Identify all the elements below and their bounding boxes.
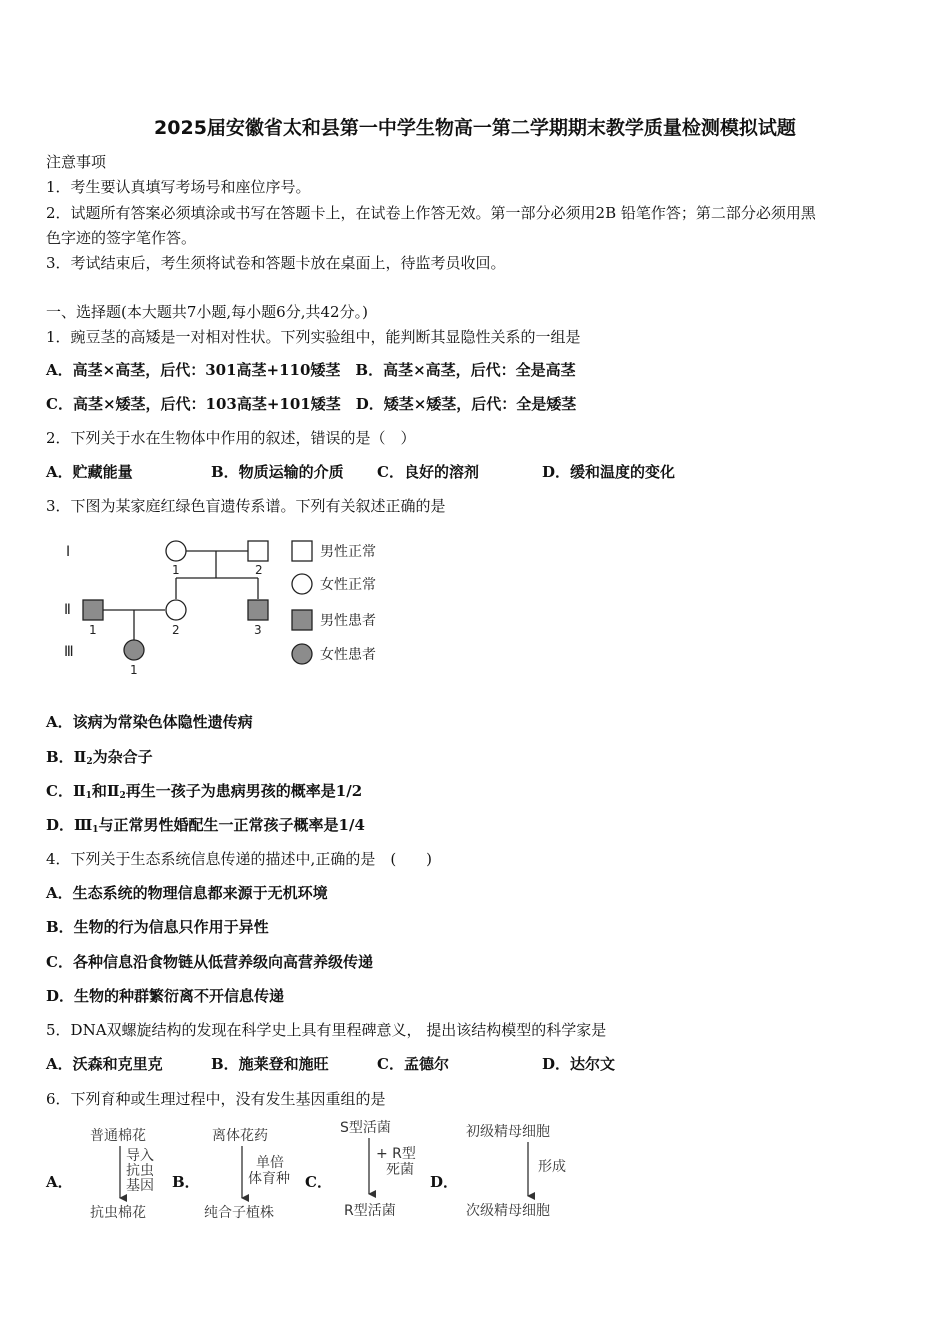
question-2-option-d: D．缓和温度的变化: [542, 463, 676, 481]
individual-number: 1: [89, 623, 97, 637]
diagram-d-arrow-label: 形成: [538, 1159, 566, 1175]
question-6-stem: 6．下列育种或生理过程中，没有发生基因重组的是: [46, 1090, 386, 1108]
question-5-option-b: B．施莱登和施旺: [211, 1055, 329, 1073]
diagram-a-arrow-label: 抗虫: [126, 1163, 154, 1179]
generation-label: Ⅰ: [66, 544, 71, 560]
individual-number: 3: [254, 623, 262, 637]
diagram-b-arrow-label: 单倍: [256, 1155, 284, 1171]
diagram-a-arrow-label: 基因: [126, 1178, 154, 1194]
question-2-stem: 2．下列关于水在生物体中作用的叙述，错误的是（ ）: [46, 429, 416, 447]
question-2-option-a: A．贮藏能量: [46, 463, 133, 481]
question-3-stem: 3．下图为某家庭红绿色盲遗传系谱。下列有关叙述正确的是: [46, 497, 446, 515]
question-5-option-a: A．沃森和克里克: [46, 1055, 163, 1073]
female-normal-symbol: [166, 541, 186, 561]
male-affected-symbol: [83, 600, 103, 620]
pedigree-chart: [60, 530, 400, 680]
generation-label: Ⅱ: [64, 602, 71, 618]
diagram-d-top: 初级精母细胞: [466, 1124, 550, 1140]
question-1-options-ab: A．高茎×高茎，后代：301高茎+110矮茎 B．高茎×高茎，后代：全是高茎: [46, 361, 576, 379]
notice-item: 2．试题所有答案必须填涂或书写在答题卡上，在试卷上作答无效。第一部分必须用2B 铅笔作答；第二部分必须用黑: [46, 204, 816, 222]
question-6-option-b-label: B．: [172, 1173, 200, 1191]
notice-item: 色字迹的签字笔作答。: [46, 229, 197, 247]
legend-label: 男性正常: [320, 544, 376, 560]
male-normal-symbol: [248, 541, 268, 561]
diagram-c-arrow-label: + R型: [376, 1146, 416, 1162]
question-6-option-a-label: A．: [46, 1173, 73, 1191]
diagram-b-top: 离体花药: [212, 1128, 268, 1144]
question-3-option-d: D．$Ⅲ_1$与正常男性婚配生一正常孩子概率是1/4: [46, 816, 365, 835]
question-2-option-c: C．良好的溶剂: [377, 463, 479, 481]
legend-male-normal-symbol: [292, 541, 312, 561]
female-normal-symbol: [166, 600, 186, 620]
individual-number: 1: [130, 663, 138, 677]
question-2-option-b: B．物质运输的介质: [211, 463, 344, 481]
legend-female-normal-symbol: [292, 574, 312, 594]
page-title: 2025届安徽省太和县第一中学生物高一第二学期期末教学质量检测模拟试题: [154, 117, 796, 139]
notice-heading: 注意事项: [46, 153, 107, 171]
question-3-option-b: B．$Ⅱ_2$为杂合子: [46, 748, 153, 767]
question-6-option-d-label: D．: [430, 1173, 459, 1191]
legend-label: 男性患者: [320, 613, 376, 629]
diagram-a-arrow-label: 导入: [126, 1148, 154, 1164]
individual-number: 2: [172, 623, 180, 637]
legend-male-affected-symbol: [292, 610, 312, 630]
female-affected-symbol: [124, 640, 144, 660]
question-4-option-a: A．生态系统的物理信息都来源于无机环境: [46, 884, 328, 902]
question-4-option-c: C．各种信息沿食物链从低营养级向高营养级传递: [46, 953, 373, 971]
question-3-option-c: C．$Ⅱ_1$和$Ⅱ_2$再生一孩子为患病男孩的概率是1/2: [46, 782, 363, 801]
individual-number: 1: [172, 563, 180, 577]
question-6-diagrams: [80, 1116, 590, 1228]
section-heading: 一、选择题(本大题共7小题,每小题6分,共42分。): [46, 303, 368, 321]
diagram-d-bottom: 次级精母细胞: [466, 1203, 550, 1219]
diagram-b-arrow-label: 体育种: [248, 1171, 290, 1187]
question-1-stem: 1．豌豆茎的高矮是一对相对性状。下列实验组中，能判断其显隐性关系的一组是: [46, 328, 581, 346]
male-affected-symbol: [248, 600, 268, 620]
question-4-option-d: D．生物的种群繁衍离不开信息传递: [46, 987, 285, 1005]
question-1-options-cd: C．高茎×矮茎，后代：103高茎+101矮茎 D．矮茎×矮茎，后代：全是矮茎: [46, 395, 577, 413]
generation-label: Ⅲ: [64, 644, 74, 660]
diagram-c-top: S型活菌: [340, 1120, 391, 1136]
notice-item: 3．考试结束后，考生须将试卷和答题卡放在桌面上，待监考员收回。: [46, 254, 506, 272]
question-4-stem: 4．下列关于生态系统信息传递的描述中,正确的是 ( ): [46, 850, 433, 868]
diagram-b-bottom: 纯合子植株: [204, 1205, 274, 1221]
legend-label: 女性患者: [320, 647, 376, 663]
individual-number: 2: [255, 563, 263, 577]
question-5-stem: 5．DNA双螺旋结构的发现在科学史上具有里程碑意义， 提出该结构模型的科学家是: [46, 1021, 607, 1039]
question-6-option-c-label: C．: [305, 1173, 332, 1191]
question-5-option-c: C．孟德尔: [377, 1055, 449, 1073]
diagram-a-top: 普通棉花: [90, 1128, 146, 1144]
legend-label: 女性正常: [320, 577, 376, 593]
diagram-c-arrow-label: 死菌: [386, 1162, 414, 1178]
legend-female-affected-symbol: [292, 644, 312, 664]
question-4-option-b: B．生物的行为信息只作用于异性: [46, 918, 269, 936]
question-5-option-d: D．达尔文: [542, 1055, 616, 1073]
diagram-a-bottom: 抗虫棉花: [90, 1205, 146, 1221]
question-3-option-a: A．该病为常染色体隐性遗传病: [46, 713, 253, 731]
diagram-c-bottom: R型活菌: [344, 1203, 396, 1219]
notice-item: 1．考生要认真填写考场号和座位序号。: [46, 178, 311, 196]
